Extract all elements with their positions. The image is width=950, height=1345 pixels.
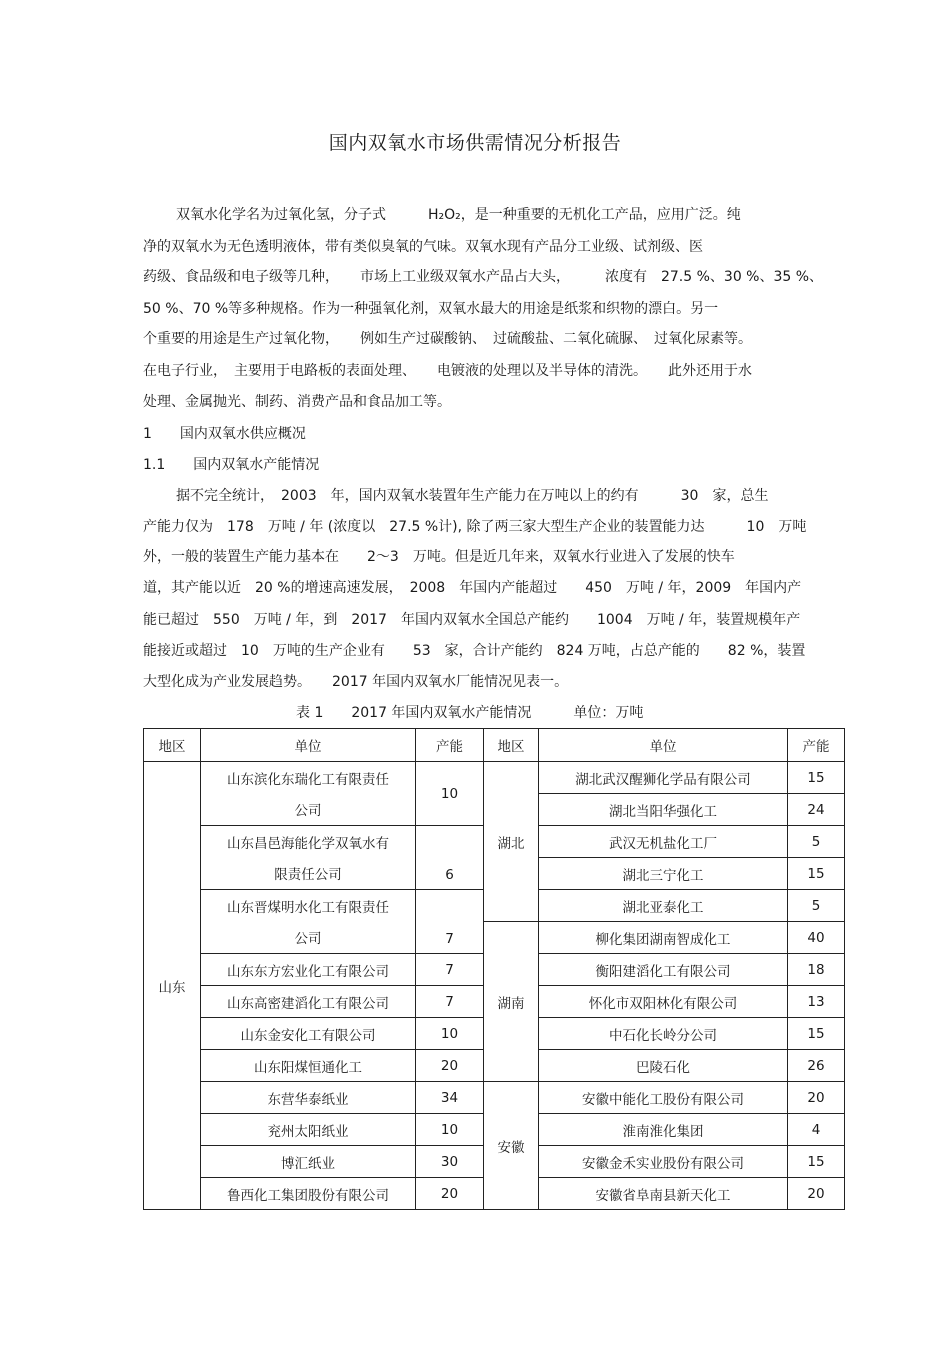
- paragraph-line: 能已超过 550 万吨 / 年，到 2017 年国内双氧水全国总产能约 1004 万吨 / 年，装置规模年产: [143, 612, 801, 628]
- subsection-heading: 1.1 国内双氧水产能情况: [143, 457, 320, 473]
- unit-cell: 衡阳建滔化工有限公司: [539, 954, 788, 986]
- unit-cell: 柳化集团湖南智成化工: [539, 922, 788, 954]
- header-cell: 单位: [539, 729, 788, 762]
- header-cell: 单位: [201, 729, 416, 762]
- unit-cell: 山东晋煤明水化工有限责任 公司: [201, 890, 416, 954]
- table-row: [144, 762, 845, 794]
- capacity-cell: 26: [788, 1050, 845, 1082]
- capacity-cell: 20: [416, 1178, 484, 1210]
- capacity-cell: 7: [416, 890, 484, 954]
- capacity-cell: 20: [788, 1178, 845, 1210]
- capacity-cell: 15: [788, 858, 845, 890]
- capacity-cell: 4: [788, 1114, 845, 1146]
- capacity-cell: 15: [788, 1018, 845, 1050]
- header-cell: 地区: [484, 729, 539, 762]
- unit-cell: 中石化长岭分公司: [539, 1018, 788, 1050]
- header-cell: 产能: [416, 729, 484, 762]
- section-heading: 1 国内双氧水供应概况: [143, 426, 306, 442]
- region-cell: 湖南: [484, 922, 539, 1082]
- capacity-cell: 10: [416, 1114, 484, 1146]
- unit-cell: 东营华泰纸业: [201, 1082, 416, 1114]
- unit-cell: 怀化市双阳林化有限公司: [539, 986, 788, 1018]
- unit-cell: 安徽中能化工股份有限公司: [539, 1082, 788, 1114]
- capacity-cell: 5: [788, 890, 845, 922]
- unit-cell: 兖州太阳纸业: [201, 1114, 416, 1146]
- capacity-cell: 10: [416, 1018, 484, 1050]
- region-cell: 湖北: [484, 762, 539, 922]
- paragraph-line: 大型化成为产业发展趋势。 2017 年国内双氧水厂能情况见表一。: [143, 674, 569, 690]
- header-cell: 地区: [144, 729, 201, 762]
- capacity-cell: 5: [788, 826, 845, 858]
- capacity-cell: 20: [788, 1082, 845, 1114]
- paragraph-line: 药级、食品级和电子级等几种， 市场上工业级双氧水产品占大头， 浓度有 27.5 %、30 %、35 %、: [143, 269, 824, 285]
- paragraph-line: 个重要的用途是生产过氧化物， 例如生产过碳酸钠、 过硫酸盐、二氧化硫脲、 过氧化尿素等。: [143, 331, 752, 347]
- capacity-cell: 34: [416, 1082, 484, 1114]
- unit-cell: 鲁西化工集团股份有限公司: [201, 1178, 416, 1210]
- capacity-cell: 7: [416, 986, 484, 1018]
- paragraph-line: 产能力仅为 178 万吨 / 年 (浓度以 27.5 %计), 除了两三家大型生产企业的装置能力达 10 万吨: [143, 519, 807, 535]
- unit-cell: 山东滨化东瑞化工有限责任 公司: [201, 762, 416, 826]
- unit-cell: 博汇纸业: [201, 1146, 416, 1178]
- unit-cell: 山东昌邑海能化学双氧水有 限责任公司: [201, 826, 416, 890]
- unit-cell: 安徽金禾实业股份有限公司: [539, 1146, 788, 1178]
- unit-cell: 淮南淮化集团: [539, 1114, 788, 1146]
- region-cell: 山东: [144, 762, 201, 1210]
- unit-cell: 山东高密建滔化工有限公司: [201, 986, 416, 1018]
- paragraph-line: 能接近或超过 10 万吨的生产企业有 53 家，合计产能约 824 万吨，占总产能的 82 %，装置: [143, 643, 806, 659]
- header-cell: 产能: [788, 729, 845, 762]
- capacity-cell: 24: [788, 794, 845, 826]
- table-header-row: [144, 729, 845, 762]
- unit-cell: 湖北三宁化工: [539, 858, 788, 890]
- capacity-cell: 18: [788, 954, 845, 986]
- capacity-cell: 20: [416, 1050, 484, 1082]
- page-title: 国内双氧水市场供需情况分析报告: [328, 132, 622, 154]
- table-row: [144, 1082, 845, 1114]
- capacity-cell: 40: [788, 922, 845, 954]
- paragraph-line: 道，其产能以近 20 %的增速高速发展， 2008 年国内产能超过 450 万吨 / 年，2009 年国内产: [143, 580, 802, 596]
- unit-cell: 山东阳煤恒通化工: [201, 1050, 416, 1082]
- capacity-cell: 10: [416, 762, 484, 826]
- unit-cell: 湖北武汉醒狮化学品有限公司: [539, 762, 788, 794]
- paragraph-line: 据不完全统计， 2003 年，国内双氧水装置年生产能力在万吨以上的约有 30 家，总生: [176, 488, 769, 504]
- paragraph-line: 双氧水化学名为过氧化氢，分子式 H₂O₂，是一种重要的无机化工产品，应用广泛。纯: [176, 207, 741, 223]
- capacity-cell: 15: [788, 762, 845, 794]
- capacity-table: [143, 728, 845, 1210]
- unit-cell: 武汉无机盐化工厂: [539, 826, 788, 858]
- capacity-cell: 6: [416, 826, 484, 890]
- region-cell: 安徽: [484, 1082, 539, 1210]
- capacity-cell: 30: [416, 1146, 484, 1178]
- unit-cell: 巴陵石化: [539, 1050, 788, 1082]
- paragraph-line: 净的双氧水为无色透明液体，带有类似臭氧的气味。双氧水现有产品分工业级、试剂级、医: [143, 239, 703, 255]
- unit-cell: 山东东方宏业化工有限公司: [201, 954, 416, 986]
- table-caption: 表 1 2017 年国内双氧水产能情况 单位：万吨: [296, 705, 644, 721]
- paragraph-line: 处理、金属抛光、制药、消费产品和食品加工等。: [143, 394, 451, 410]
- capacity-cell: 13: [788, 986, 845, 1018]
- unit-cell: 湖北亚泰化工: [539, 890, 788, 922]
- paragraph-line: 50 %、70 %等多种规格。作为一种强氧化剂，双氧水最大的用途是纸浆和织物的漂白。另一: [143, 301, 719, 317]
- unit-cell: 安徽省阜南县新天化工: [539, 1178, 788, 1210]
- unit-cell: 湖北当阳华强化工: [539, 794, 788, 826]
- capacity-cell: 7: [416, 954, 484, 986]
- paragraph-line: 在电子行业， 主要用于电路板的表面处理、 电镀液的处理以及半导体的清洗。 此外还用于水: [143, 363, 752, 379]
- capacity-cell: 15: [788, 1146, 845, 1178]
- paragraph-line: 外，一般的装置生产能力基本在 2～3 万吨。但是近几年来，双氧水行业进入了发展的快车: [143, 549, 735, 565]
- unit-cell: 山东金安化工有限公司: [201, 1018, 416, 1050]
